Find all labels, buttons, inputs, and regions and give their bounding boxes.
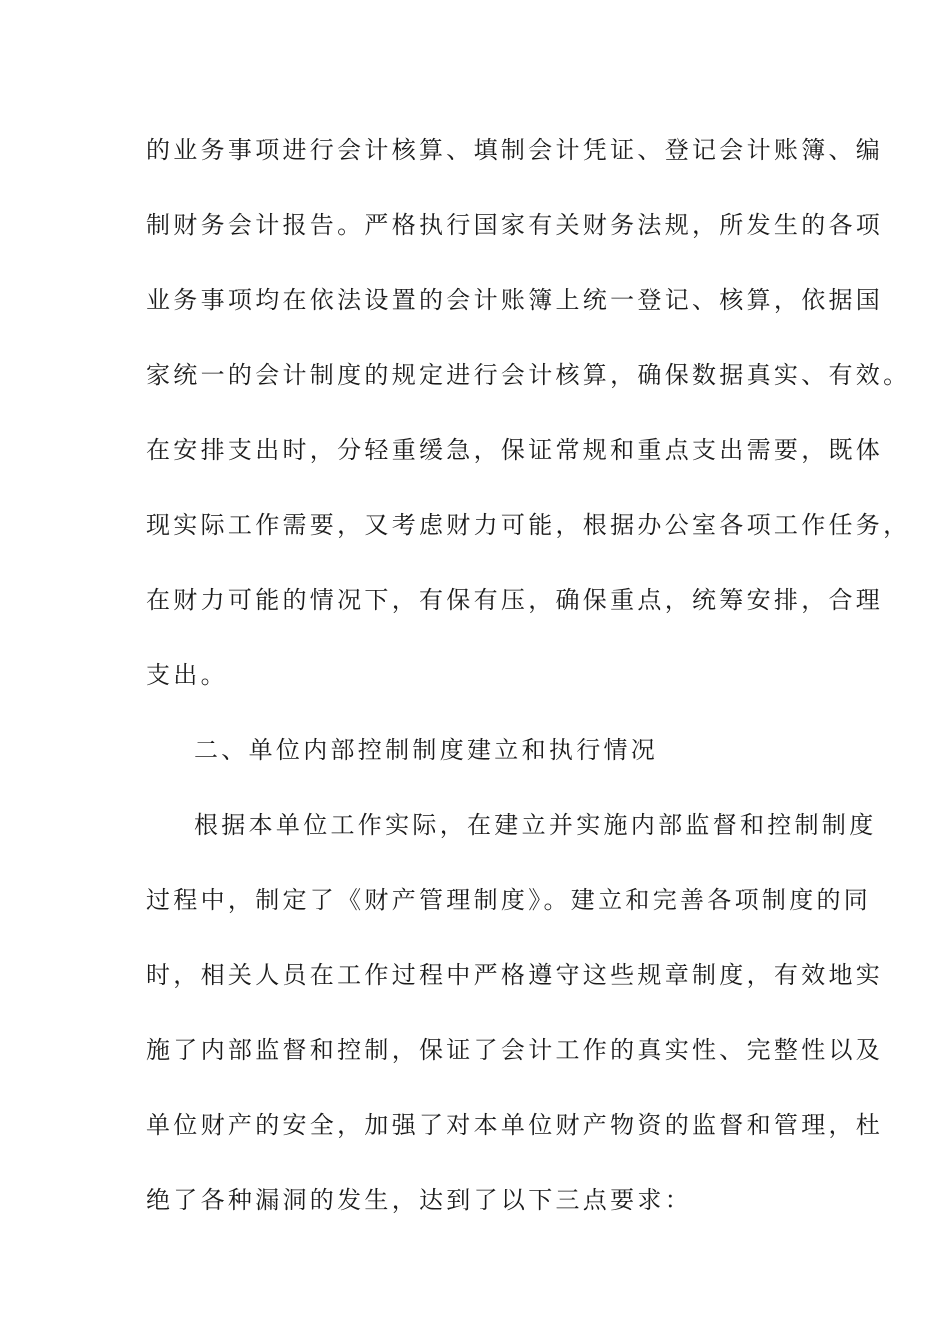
paragraph-line: 根据本单位工作实际，在建立并实施内部监督和控制制度 — [194, 811, 877, 839]
paragraph-line: 支出。 — [146, 661, 228, 689]
paragraph-line: 在财力可能的情况下，有保有压，确保重点，统筹安排，合理 — [146, 586, 884, 614]
paragraph-line: 绝了各种漏洞的发生，达到了以下三点要求： — [146, 1186, 692, 1214]
paragraph-line: 制财务会计报告。严格执行国家有关财务法规，所发生的各项 — [146, 211, 884, 239]
paragraph-line: 单位财产的安全，加强了对本单位财产物资的监督和管理，杜 — [146, 1111, 884, 1139]
paragraph-line: 家统一的会计制度的规定进行会计核算，确保数据真实、有效。 — [146, 361, 911, 389]
paragraph-line: 现实际工作需要，又考虑财力可能，根据办公室各项工作任务， — [146, 511, 911, 539]
paragraph-line: 时，相关人员在工作过程中严格遵守这些规章制度，有效地实 — [146, 961, 884, 989]
paragraph-line: 的业务事项进行会计核算、填制会计凭证、登记会计账簿、编 — [146, 136, 884, 164]
paragraph-line: 在安排支出时，分轻重缓急，保证常规和重点支出需要，既体 — [146, 436, 884, 464]
section-heading: 二、单位内部控制制度建立和执行情况 — [194, 736, 659, 764]
paragraph-line: 施了内部监督和控制，保证了会计工作的真实性、完整性以及 — [146, 1036, 884, 1064]
paragraph-line: 过程中，制定了《财产管理制度》。建立和完善各项制度的同 — [146, 886, 872, 914]
paragraph-line: 业务事项均在依法设置的会计账簿上统一登记、核算，依据国 — [146, 286, 884, 314]
